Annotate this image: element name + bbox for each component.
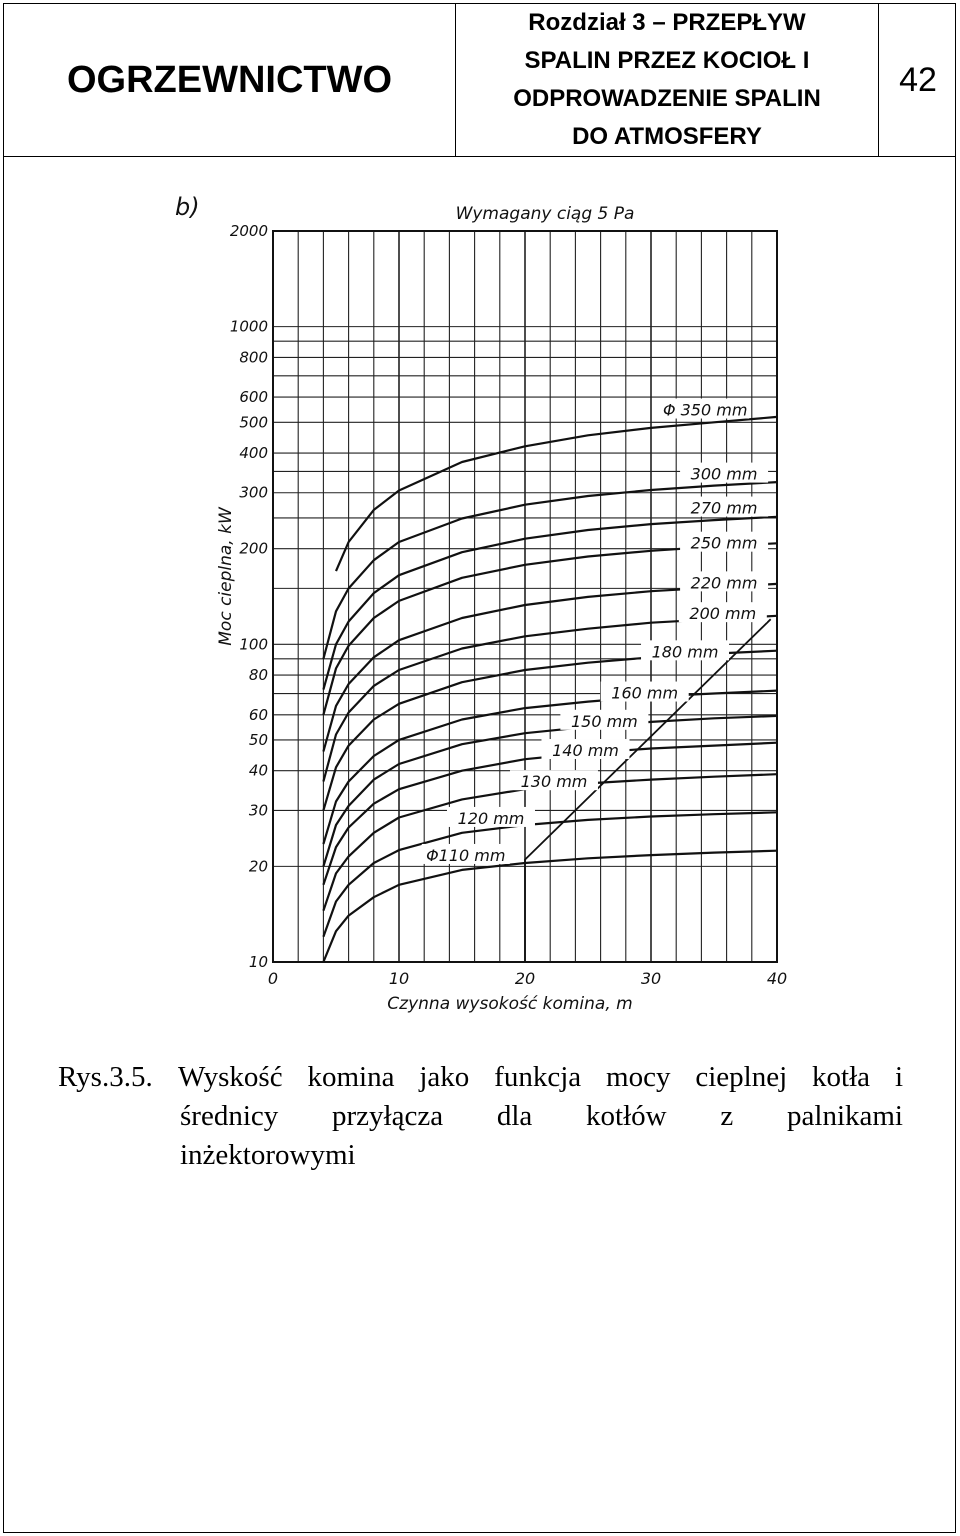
chart-svg xyxy=(165,175,795,1030)
series-label: 200 mm xyxy=(689,604,757,624)
x-tick-label: 10 xyxy=(388,969,410,988)
y-tick-label: 800 xyxy=(239,348,268,367)
chapter-title-line: Rozdział 3 – PRZEPŁYW xyxy=(528,9,806,36)
series-label: Φ 350 mm xyxy=(662,400,748,420)
x-tick-label: 30 xyxy=(640,969,662,988)
y-tick-label: 500 xyxy=(239,413,268,432)
chimney-height-chart xyxy=(165,175,795,1030)
chapter-title-line: SPALIN PRZEZ KOCIOŁ I xyxy=(524,47,810,74)
panel-label: b) xyxy=(175,193,200,221)
x-tick-label: 0 xyxy=(267,969,279,988)
y-tick-label: 300 xyxy=(239,483,268,502)
series-label: 180 mm xyxy=(651,642,719,662)
series-label: Φ110 mm xyxy=(426,845,506,865)
y-tick-label: 10 xyxy=(248,953,268,971)
series-label: 160 mm xyxy=(611,683,679,703)
y-tick-label: 2000 xyxy=(229,222,268,240)
y-tick-label: 1000 xyxy=(229,317,268,336)
series-label: 270 mm xyxy=(690,498,758,518)
y-tick-label: 40 xyxy=(248,761,268,780)
caption-line: inżektorowymi xyxy=(180,1139,356,1171)
series-label: 130 mm xyxy=(520,772,588,792)
chart-title: Wymagany ciąg 5 Pa xyxy=(455,204,635,224)
y-tick-label: 20 xyxy=(248,857,268,876)
caption-number: Rys.3.5. xyxy=(58,1061,153,1093)
y-tick-label: 80 xyxy=(248,666,268,685)
y-tick-label: 30 xyxy=(248,801,268,820)
page-header xyxy=(4,4,955,157)
subject-title: OGRZEWNICTWO xyxy=(4,4,456,156)
page-number: 42 xyxy=(899,60,937,99)
chapter-title-line: DO ATMOSFERY xyxy=(572,123,762,150)
y-axis-label: Moc cieplna, kW xyxy=(216,507,236,646)
figure-caption xyxy=(58,1058,903,1175)
series-label: 250 mm xyxy=(690,533,758,553)
caption-line: Wyskość komina jako funkcja mocy cieplnej kotła i xyxy=(178,1061,903,1093)
y-tick-label: 60 xyxy=(248,705,268,724)
y-tick-label: 200 xyxy=(239,539,268,558)
x-tick-label: 40 xyxy=(766,969,788,988)
series-label: 120 mm xyxy=(457,808,525,828)
series-label: 220 mm xyxy=(690,573,758,593)
x-tick-label: 20 xyxy=(514,969,536,988)
chapter-title xyxy=(456,4,879,156)
y-tick-label: 400 xyxy=(239,444,268,463)
series-label: 140 mm xyxy=(552,741,619,761)
chapter-title-line: ODPROWADZENIE SPALIN xyxy=(513,85,821,112)
x-axis-label: Czynna wysokość komina, m xyxy=(387,994,633,1014)
series-label: 300 mm xyxy=(690,464,758,484)
y-tick-label: 600 xyxy=(239,388,268,407)
y-tick-label: 50 xyxy=(248,730,268,749)
y-tick-label: 100 xyxy=(239,635,268,654)
series-label: 150 mm xyxy=(570,711,638,731)
caption-line: średnicy przyłącza dla kotłów z palnikami xyxy=(180,1100,903,1132)
